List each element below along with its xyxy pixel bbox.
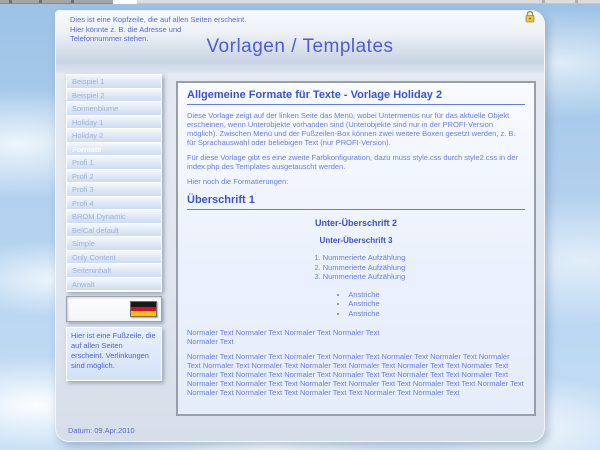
sidebar-item-holiday-1[interactable]: Holiday 1	[67, 116, 161, 130]
page-panel	[55, 10, 545, 442]
heading-1: Überschrift 1	[187, 194, 525, 210]
sidebar-item-belcal-default[interactable]: BelCal default	[67, 224, 161, 238]
sidebar-item-profi-4[interactable]: Profi 4	[67, 197, 161, 211]
heading-2: Unter-Überschrift 2	[314, 218, 397, 228]
numbered-list	[307, 253, 406, 282]
toolbar-tick-icon	[575, 0, 578, 3]
sidebar-item-simple[interactable]: Simple	[67, 237, 161, 251]
toolbar-tick-icon	[39, 0, 42, 3]
sidebar-item-only-content[interactable]: Only Content	[67, 251, 161, 265]
sidebar-item-profi-1[interactable]: Profi 1	[67, 156, 161, 170]
browser-chrome-remnant	[0, 0, 600, 4]
normal-text-line-1: Normaler Text Normaler Text Normaler Text Normaler Text	[187, 328, 380, 337]
language-selector-box	[66, 296, 162, 322]
list-item: 1. Nummerierte Aufzählung	[323, 253, 406, 263]
page-title: Vorlagen / Templates	[206, 36, 394, 57]
header-note-line: Telefonnummer stehen.	[70, 34, 149, 43]
sidebar-item-beispiel-1[interactable]: Beispiel 1	[67, 75, 161, 89]
german-flag-icon[interactable]	[130, 301, 157, 317]
content-paragraph-1: Diese Vorlage zeigt auf der linken Seite das Menü, wobei Untermenüs nur für das aktuelle Objekt erscheinen, wenn Unterobjekte vorhanden sind (Unterobjekte sind nur in der PROFI-Version möglich). Zwischen Menü und der Fußzeilen-Box können zwei weitere Boxen gesetzt werden, z. B. für Sprachauswahl oder beliebigen Text (nur PROFI-Version).	[187, 111, 516, 147]
content-paragraph-3: Hier noch die Formatierungen:	[187, 177, 289, 186]
sidebar-item-holiday-2[interactable]: Holiday 2	[67, 129, 161, 143]
heading-3: Unter-Überschrift 3	[319, 236, 393, 245]
toolbar-tick-icon	[71, 0, 74, 3]
header-note-line: Hier könnte z. B. die Adresse und	[70, 24, 182, 34]
list-item: 3. Nummerierte Aufzählung	[323, 272, 406, 282]
list-item: • Anstriche	[348, 299, 379, 309]
date-label: Datum: 09.Apr.2010	[68, 426, 135, 435]
toolbar-strip-gap	[113, 0, 137, 4]
sidebar-item-beispiel-2[interactable]: Beispiel 2	[67, 89, 161, 103]
lock-icon	[524, 10, 536, 23]
sidebar-item-seiteninhalt[interactable]: Seiteninhalt	[67, 264, 161, 278]
list-item: • Anstriche	[348, 290, 379, 300]
content-paragraph-2: Für diese Vorlage gibt es eine zweite Farbkonfiguration, dazu muss style.css durch style2.css in der index.php des Templates ausgetauscht werden.	[187, 153, 518, 171]
sidebar-item-formate[interactable]: Formate	[67, 143, 161, 157]
sidebar-menu	[66, 74, 162, 292]
footer-box	[66, 327, 162, 381]
sidebar-item-profi-2[interactable]: Profi 2	[67, 170, 161, 184]
toolbar-tick-icon	[542, 0, 545, 3]
header-note-line: Dies ist eine Kopfzeile, die auf allen Seiten erscheint.	[70, 15, 247, 24]
toolbar-strip-left	[0, 0, 113, 4]
content-title: Allgemeine Formate für Texte - Vorlage Holiday 2	[187, 89, 525, 105]
sidebar-item-sonnenblume[interactable]: Sonnenblume	[67, 102, 161, 116]
list-item: 2. Nummerierte Aufzählung	[323, 263, 406, 273]
sidebar-item-brom-dynamic[interactable]: BROM Dynamic	[67, 210, 161, 224]
flag-stripe-gold	[131, 311, 156, 316]
list-item: • Anstriche	[348, 309, 379, 319]
normal-text-line-2: Normaler Text	[187, 337, 234, 346]
content-panel	[176, 81, 536, 416]
footer-box-text: Hier ist eine Fußzeile, die auf allen Seiten erscheint. Verlinkungen sind möglich.	[71, 331, 156, 370]
toolbar-strip-right	[137, 0, 600, 4]
sidebar-item-anwalt[interactable]: Anwalt	[67, 278, 161, 292]
sidebar-item-profi-3[interactable]: Profi 3	[67, 183, 161, 197]
normal-text-short	[187, 328, 525, 346]
normal-text-long: Normaler Text Normaler Text Normaler Text Normaler Text Normaler Text Normaler Text Normaler Text Normaler Text Normaler Text Normaler Text Normaler Text Normaler Text Text Normaler Text Normaler Text Normaler Text Normaler Text Normaler Text Text Normaler Text Text Normaler Text Normaler Text Normaler Text Text Normaler Text Normaler Text Text Normaler Text Text Normaler Text Normaler Text Normaler Text Text Normaler Text Text Normaler Text Normaler Text	[187, 352, 524, 397]
bullet-list	[332, 290, 379, 319]
toolbar-tick-icon	[9, 0, 12, 3]
